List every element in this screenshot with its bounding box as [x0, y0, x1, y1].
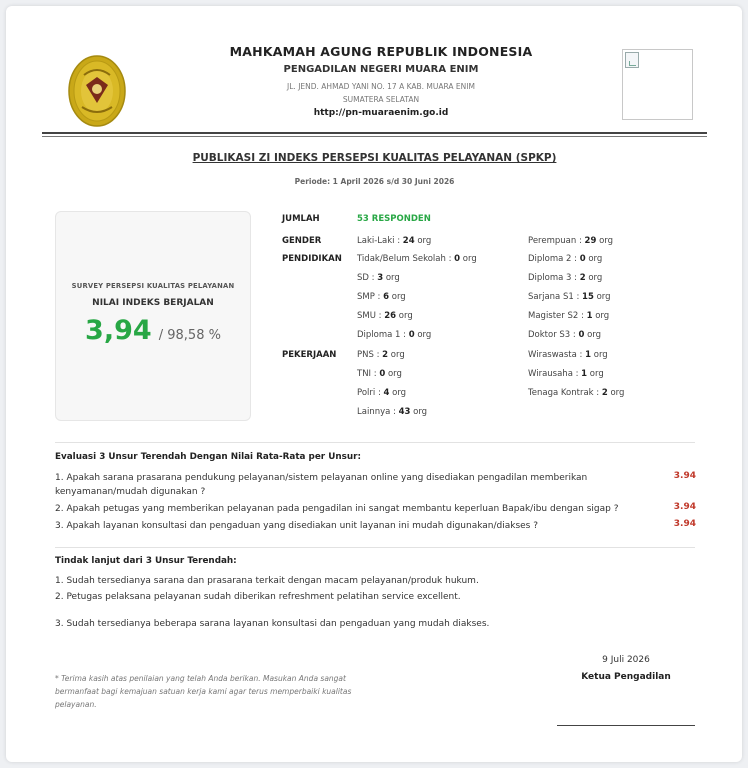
report-title: PUBLIKASI ZI INDEKS PERSEPSI KUALITAS PELAYANAN (SPKP) — [192, 152, 557, 164]
pekerjaan-label: PEKERJAAN — [282, 350, 337, 360]
evaluation-title: Evaluasi 3 Unsur Terendah Dengan Nilai Rata-Rata per Unsur: — [55, 452, 361, 462]
stat-item: Wirausaha : 1 org — [528, 369, 604, 379]
pendidikan-label: PENDIDIKAN — [282, 254, 342, 264]
address — [156, 80, 606, 106]
evaluation-item: 1. Apakah sarana prasarana pendukung pelayanan/sistem pelayanan online yang disediakan pengadilan memberikan kenyamanan/mudah digunakan ? — [55, 473, 588, 497]
stat-item: Wiraswasta : 1 org — [528, 350, 608, 360]
organization-name: MAHKAMAH AGUNG REPUBLIK INDONESIA — [229, 44, 533, 59]
follow-up-item: 3. Sudah tersedianya beberapa sarana layanan konsultasi dan pengaduan yang mudah diakses. — [55, 619, 490, 629]
address-line-2: SUMATERA SELATAN — [342, 95, 420, 104]
signatory-title: Ketua Pengadilan — [581, 672, 671, 682]
evaluation-score: 3.94 — [673, 502, 696, 512]
signature-date: 9 Juli 2026 — [602, 655, 650, 665]
broken-image-placeholder — [622, 49, 693, 120]
stat-item: Laki-Laki : 24 org — [357, 236, 432, 246]
stat-item: Diploma 3 : 2 org — [528, 273, 603, 283]
stat-item: Diploma 1 : 0 org — [357, 330, 432, 340]
stat-item: Perempuan : 29 org — [528, 236, 614, 246]
thank-you-note: * Terima kasih atas penilaian yang telah Anda berikan. Masukan Anda sangat bermanfaat bagi kemajuan satuan kerja kami agar terus memperbaiki kualitas pelayanan. — [55, 674, 352, 709]
stat-item: Polri : 4 org — [357, 388, 407, 398]
mahkamah-agung-logo — [68, 55, 126, 127]
stat-item: Doktor S3 : 0 org — [528, 330, 602, 340]
index-value: 3,94 — [85, 315, 152, 346]
court-name: PENGADILAN NEGERI MUARA ENIM — [283, 64, 479, 75]
stat-item: SMU : 26 org — [357, 311, 413, 321]
section-divider — [55, 547, 695, 548]
stat-item: Tenaga Kontrak : 2 org — [528, 388, 625, 398]
stat-item: Tidak/Belum Sekolah : 0 org — [357, 254, 477, 264]
gender-label: GENDER — [282, 236, 322, 246]
header-divider-thick — [42, 132, 707, 134]
stat-item: SD : 3 org — [357, 273, 400, 283]
report-page — [6, 6, 742, 762]
index-label: NILAI INDEKS BERJALAN — [92, 298, 214, 308]
stat-item: TNI : 0 org — [357, 369, 402, 379]
report-period: Periode: 1 April 2026 s/d 30 Juni 2026 — [294, 177, 455, 186]
stat-item: Magister S2 : 1 org — [528, 311, 610, 321]
broken-image-icon — [625, 52, 639, 68]
evaluation-score: 3.94 — [673, 519, 696, 529]
survey-subtitle: SURVEY PERSEPSI KUALITAS PELAYANAN — [71, 282, 235, 290]
header-divider-thin — [42, 136, 707, 137]
stat-item: PNS : 2 org — [357, 350, 405, 360]
stat-item: Sarjana S1 : 15 org — [528, 292, 611, 302]
evaluation-item: 2. Apakah petugas yang memberikan pelayanan pada pengadilan ini sangat membantu keperluan Bapak/ibu dengan sigap ? — [55, 504, 619, 514]
jumlah-value: 53 RESPONDEN — [357, 214, 431, 224]
index-score-card — [55, 211, 251, 421]
stat-item: Lainnya : 43 org — [357, 407, 428, 417]
index-value-row — [56, 315, 250, 346]
index-percent: / 98,58 % — [158, 328, 221, 343]
stat-item: SMP : 6 org — [357, 292, 406, 302]
section-divider — [55, 442, 695, 443]
evaluation-score: 3.94 — [673, 471, 696, 481]
stat-item: Diploma 2 : 0 org — [528, 254, 603, 264]
follow-up-item: 2. Petugas pelaksana pelayanan sudah diberikan refreshment pelatihan service excellent. — [55, 592, 461, 602]
signature-line — [557, 725, 695, 726]
follow-up-title: Tindak lanjut dari 3 Unsur Terendah: — [55, 556, 237, 566]
evaluation-item: 3. Apakah layanan konsultasi dan pengaduan yang disediakan unit layanan ini mudah digunakan/diakses ? — [55, 521, 539, 531]
follow-up-item: 1. Sudah tersedianya sarana dan prasarana terkait dengan macam pelayanan/produk hukum. — [55, 576, 479, 586]
jumlah-label: JUMLAH — [282, 214, 320, 224]
address-line-1: JL. JEND. AHMAD YANI NO. 17 A KAB. MUARA ENIM — [287, 82, 475, 91]
letterhead — [156, 44, 606, 118]
website-link[interactable]: http://pn-muaraenim.go.id — [313, 108, 449, 118]
